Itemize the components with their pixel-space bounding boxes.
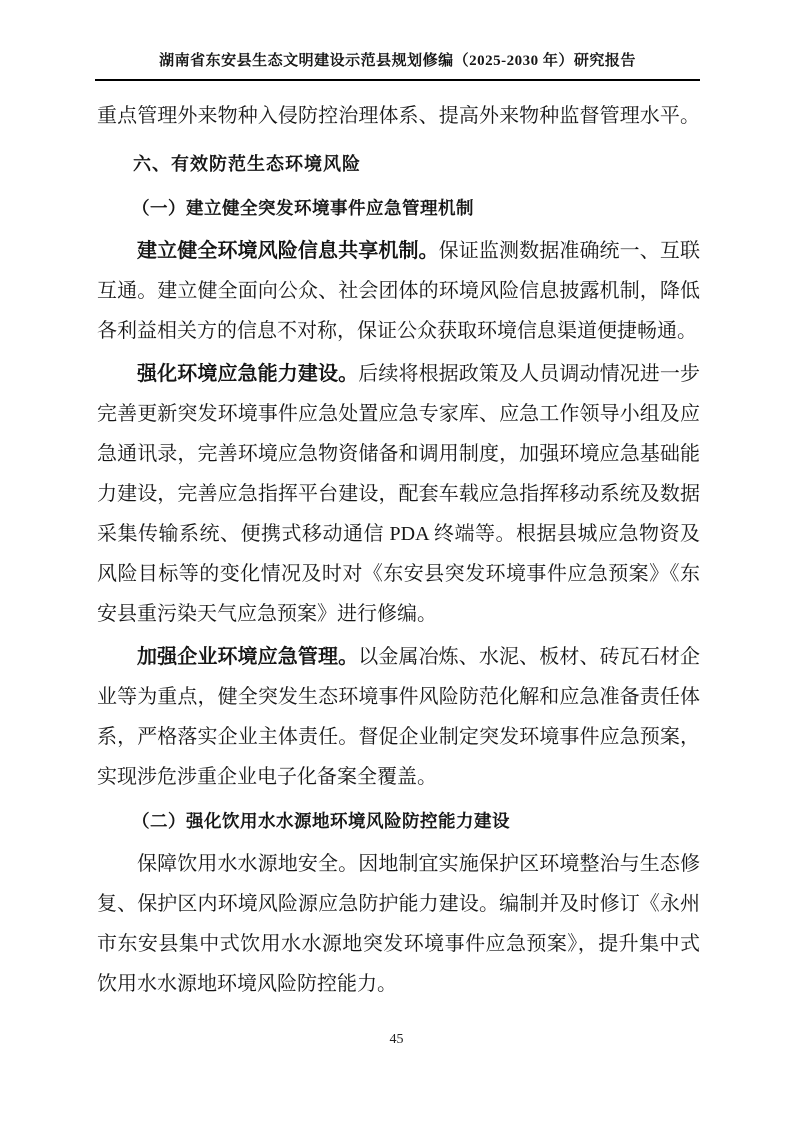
- running-header-title: 湖南省东安县生态文明建设示范县规划修编（2025-2030 年）研究报告: [159, 53, 636, 69]
- section-heading-6: 六、有效防范生态环境风险: [133, 154, 361, 174]
- page-number: 45: [389, 1032, 404, 1047]
- paragraph-4-text: 保障饮用水水源地安全。因地制宜实施保护区环境整治与生态修复、保护区内环境风险源应急防护能力建设。编制并及时修订《永州市东安县集中式饮用水水源地突发环境事件应急预案》，提升集中式饮用水水源地环境风险防控能力。: [97, 853, 700, 995]
- subsection-heading-1: （一）建立健全突发环境事件应急管理机制: [132, 198, 474, 218]
- paragraph-1: [97, 231, 700, 351]
- paragraph-2-text: 后续将根据政策及人员调动情况进一步完善更新突发环境事件应急处置应急专家库、应急工作领导小组及应急通讯录，完善环境应急物资储备和调用制度，加强环境应急基础能力建设，完善应急指挥平台建设，配套车载应急指挥移动系统及数据采集传输系统、便携式移动通信 PDA 终端等。根据县城应急物资及风险目标等的变化情况及时对《东安县突发环境事件应急预案》《东安县重污染天气应急预案》进行修编。: [97, 363, 701, 625]
- paragraph-1-text: 保证监测数据准确统一、互联互通。建立健全面向公众、社会团体的环境风险信息披露机制，降低各利益相关方的信息不对称，保证公众获取环境信息渠道便捷畅通。: [97, 240, 701, 342]
- paragraph-4: [97, 844, 700, 1004]
- subsection-heading-2: （二）强化饮用水水源地环境风险防控能力建设: [132, 811, 510, 831]
- paragraph-3: [97, 637, 700, 797]
- paragraph-continuation: 重点管理外来物种入侵防控治理体系、提高外来物种监督管理水平。: [97, 105, 700, 127]
- page-footer: [0, 1032, 793, 1048]
- document-body: [97, 96, 700, 1004]
- paragraph-3-lead: 加强企业环境应急管理。: [137, 646, 359, 668]
- paragraph-2-lead: 强化环境应急能力建设。: [137, 363, 359, 385]
- paragraph-3-text: 以金属冶炼、水泥、板材、砖瓦石材企业等为重点，健全突发生态环境事件风险防范化解和应急准备责任体系，严格落实企业主体责任。督促企业制定突发环境事件应急预案，实现涉危涉重企业电子化备案全覆盖。: [97, 646, 701, 788]
- page-header: [95, 52, 700, 81]
- paragraph-2: [97, 354, 700, 634]
- paragraph-1-lead: 建立健全环境风险信息共享机制。: [137, 240, 439, 262]
